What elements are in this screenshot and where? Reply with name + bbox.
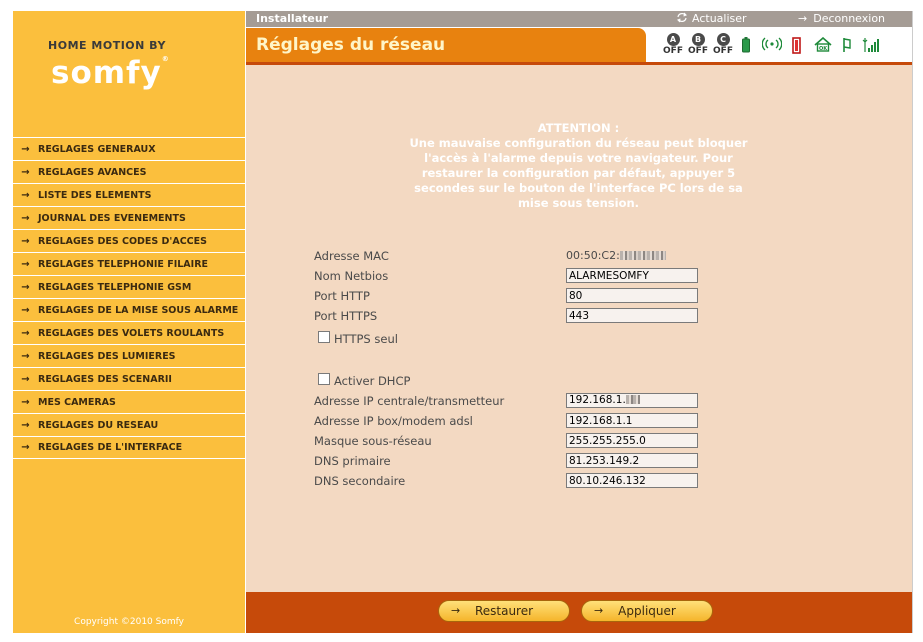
attention-line: mise sous tension. — [517, 196, 640, 210]
arrow-right-icon: → — [21, 327, 30, 339]
https-only-label: HTTPS seul — [334, 332, 398, 346]
arrow-right-icon: → — [21, 235, 30, 247]
ip-box-label: Adresse IP box/modem adsl — [314, 414, 473, 428]
ip-central-label: Adresse IP centrale/transmetteur — [314, 394, 505, 408]
sidebar-item-liste-des-elements[interactable] — [13, 183, 245, 206]
sidebar-item-reglages-des-codes-d-acces[interactable] — [13, 229, 245, 252]
sidebar-item-reglages-telephonie-gsm[interactable] — [13, 275, 245, 298]
somfy-logo — [51, 55, 170, 91]
user-role: Installateur — [256, 12, 329, 25]
sidebar-item-reglages-de-l-interface[interactable] — [13, 436, 245, 459]
sidebar-item-reglages-des-scenarii[interactable] — [13, 367, 245, 390]
zone-a-status — [662, 33, 684, 57]
arrow-right-icon: → — [21, 350, 30, 362]
sidebar-item-reglages-generaux[interactable] — [13, 137, 245, 160]
ip-central-redacted — [626, 395, 640, 404]
arrow-right-icon: → — [21, 258, 30, 270]
flag-icon — [842, 37, 852, 53]
zone-b-status — [687, 33, 709, 57]
http-port-label: Port HTTP — [314, 289, 370, 303]
gsm-signal-icon — [862, 37, 880, 53]
arrow-right-icon: → — [21, 189, 30, 201]
sidebar-item-mes-cameras[interactable] — [13, 390, 245, 413]
apply-label: Appliquer — [618, 604, 676, 618]
logout-label: Deconnexion — [813, 12, 886, 25]
sidebar-item-label: REGLAGES DE LA MISE SOUS ALARME — [38, 304, 239, 316]
zone-b-state: OFF — [688, 46, 708, 56]
sidebar-item-label: MES CAMERAS — [38, 396, 116, 408]
window-edge — [912, 11, 913, 633]
netmask-input[interactable] — [566, 433, 698, 448]
status-bar — [646, 28, 912, 62]
sidebar-item-reglages-des-volets-roulants[interactable] — [13, 321, 245, 344]
sidebar-item-label: REGLAGES AVANCES — [38, 166, 147, 178]
http-port-input[interactable] — [566, 288, 698, 303]
sidebar-item-label: REGLAGES DES CODES D'ACCES — [38, 235, 207, 247]
arrow-right-icon: → — [21, 212, 30, 224]
brand-name: somfy — [51, 55, 162, 91]
sidebar-item-label: REGLAGES DES VOLETS ROULANTS — [38, 327, 225, 339]
arrow-right-icon: → — [798, 12, 808, 25]
arrow-right-icon: → — [21, 304, 30, 316]
page-title: Réglages du réseau — [256, 35, 446, 55]
mac-address-text: 00:50:C2: — [566, 249, 620, 262]
sidebar-item-reglages-de-la-mise-sous-alarme[interactable] — [13, 298, 245, 321]
sidebar-menu — [13, 137, 245, 459]
arrow-right-icon: → — [21, 166, 30, 178]
attention-line: l'accès à l'alarme depuis votre navigateur. Pour — [424, 151, 733, 165]
sidebar-item-label: REGLAGES DES SCENARII — [38, 373, 172, 385]
sidebar-item-label: LISTE DES ELEMENTS — [38, 189, 152, 201]
top-bar — [246, 11, 912, 27]
logout-link[interactable] — [798, 12, 885, 25]
refresh-label: Actualiser — [692, 12, 747, 25]
dns-secondary-label: DNS secondaire — [314, 474, 406, 488]
zone-c-status — [712, 33, 734, 57]
https-only-checkbox[interactable] — [318, 331, 330, 343]
door-icon — [792, 37, 802, 54]
zone-c-state: OFF — [713, 46, 733, 56]
sidebar-item-label: REGLAGES DES LUMIERES — [38, 350, 176, 362]
ip-box-input[interactable] — [566, 413, 698, 428]
arrow-right-icon: → — [451, 604, 461, 617]
dhcp-label: Activer DHCP — [334, 374, 411, 388]
restore-label: Restaurer — [474, 604, 534, 618]
zone-b-letter: B — [692, 33, 705, 46]
zone-c-letter: C — [717, 33, 730, 46]
svg-text:OK: OK — [818, 46, 828, 52]
sidebar-item-journal-des-evenements[interactable] — [13, 206, 245, 229]
netbios-input[interactable] — [566, 268, 698, 283]
main-panel — [246, 62, 912, 592]
netbios-label: Nom Netbios — [314, 269, 389, 283]
sidebar-item-label: REGLAGES GENERAUX — [38, 143, 156, 155]
arrow-right-icon: → — [21, 419, 30, 431]
arrow-right-icon: → — [21, 396, 30, 408]
dns-primary-input[interactable] — [566, 453, 698, 468]
dns-primary-label: DNS primaire — [314, 454, 391, 468]
dns-secondary-input[interactable] — [566, 473, 698, 488]
sidebar — [13, 11, 245, 633]
attention-line: restaurer la configuration par défaut, appuyer 5 — [421, 166, 736, 180]
attention-line: Une mauvaise configuration du réseau peut bloquer — [409, 136, 748, 150]
mac-address-label: Adresse MAC — [314, 249, 389, 263]
sidebar-item-reglages-du-reseau[interactable] — [13, 413, 245, 436]
battery-icon — [742, 37, 750, 53]
arrow-right-icon: → — [594, 604, 604, 617]
sidebar-item-label: REGLAGES TELEPHONIE FILAIRE — [38, 258, 208, 270]
arrow-right-icon: → — [21, 373, 30, 385]
wireless-signal-icon — [762, 37, 782, 51]
action-bar — [246, 592, 912, 633]
arrow-right-icon: → — [21, 143, 30, 155]
netmask-label: Masque sous-réseau — [314, 434, 432, 448]
refresh-icon — [676, 12, 688, 23]
title-bar — [246, 28, 646, 62]
sidebar-item-reglages-avances[interactable] — [13, 160, 245, 183]
house-ok-icon — [814, 37, 832, 52]
mac-address-value — [566, 249, 666, 262]
arrow-right-icon: → — [21, 281, 30, 293]
attention-line: secondes sur le bouton de l'interface PC lors de sa — [414, 181, 743, 195]
https-port-label: Port HTTPS — [314, 309, 378, 323]
sidebar-item-reglages-des-lumieres[interactable] — [13, 344, 245, 367]
brand-tagline: HOME MOTION BY — [48, 39, 166, 52]
sidebar-item-label: REGLAGES TELEPHONIE GSM — [38, 281, 192, 293]
restore-button[interactable] — [438, 600, 570, 622]
sidebar-item-reglages-telephonie-filaire[interactable] — [13, 252, 245, 275]
https-port-input[interactable] — [566, 308, 698, 323]
registered-mark: ® — [161, 55, 170, 63]
zone-a-state: OFF — [663, 46, 683, 56]
sidebar-item-label: REGLAGES DU RESEAU — [38, 419, 159, 431]
ip-central-input[interactable] — [566, 393, 698, 408]
zone-a-letter: A — [667, 33, 680, 46]
dhcp-checkbox[interactable] — [318, 373, 330, 385]
sidebar-item-label: REGLAGES DE L'INTERFACE — [38, 442, 183, 453]
ip-central-value: 192.168.1. — [569, 394, 626, 406]
sidebar-item-label: JOURNAL DES EVENEMENTS — [38, 212, 186, 224]
refresh-link[interactable] — [676, 12, 747, 25]
copyright: Copyright ©2010 Somfy — [74, 617, 184, 627]
attention-title: ATTENTION : — [537, 121, 620, 135]
attention-notice — [401, 121, 756, 211]
arrow-right-icon: → — [21, 442, 30, 453]
mac-address-redacted — [620, 251, 666, 260]
apply-button[interactable] — [581, 600, 713, 622]
